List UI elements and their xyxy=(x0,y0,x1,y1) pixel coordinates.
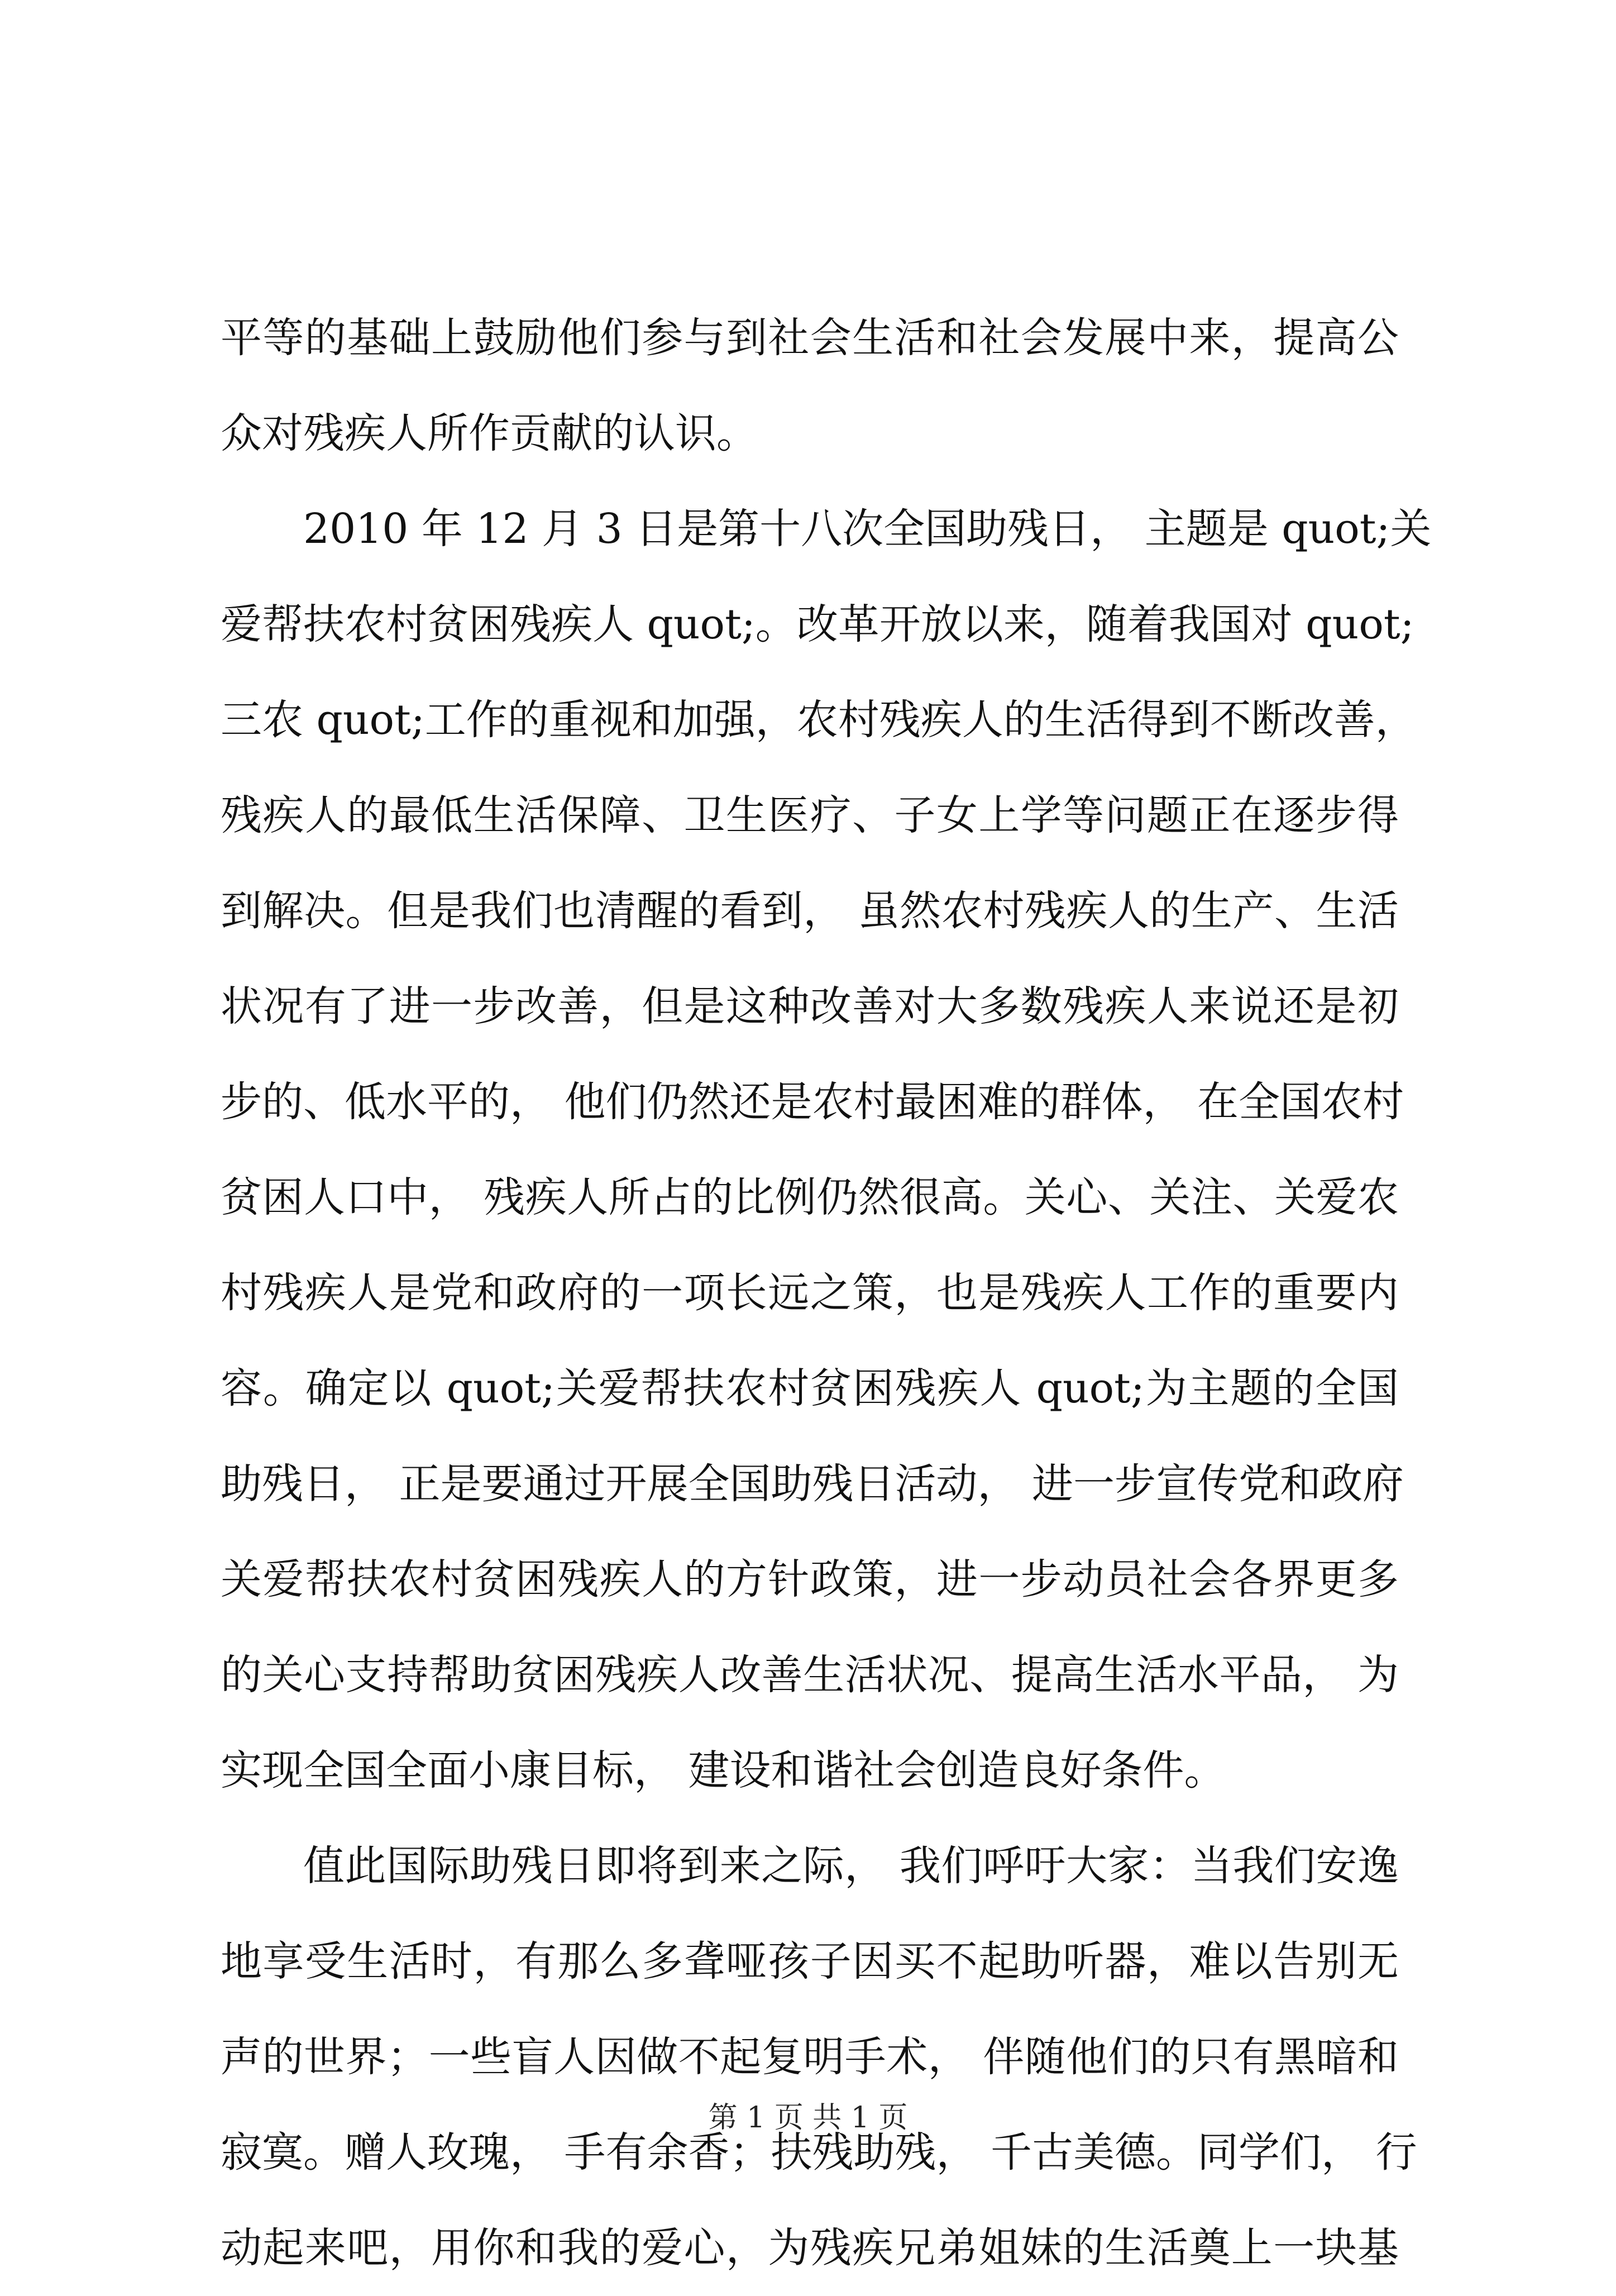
text-line: 动起来吧，用你和我的爱心，为残疾兄弟姐妹的生活奠上一块基 xyxy=(221,2224,1399,2272)
text-line: 的关心支持帮助贫困残疾人改善生活状况、提高生活水平品， 为 xyxy=(221,1651,1399,1699)
page-footer: 第 1 页 共 1 页 xyxy=(708,2101,908,2135)
text-line: 地享受生活时，有那么多聋哑孩子因买不起助听器，难以告别无 xyxy=(221,1937,1399,1985)
text-line: 村残疾人是党和政府的一项长远之策，也是残疾人工作的重要内 xyxy=(221,1269,1399,1317)
text-line: 平等的基础上鼓励他们参与到社会生活和社会发展中来，提高公 xyxy=(221,314,1399,362)
text-line: 声的世界；一些盲人因做不起复明手术， 伴随他们的只有黑暗和 xyxy=(221,2033,1399,2081)
text-line: 残疾人的最低生活保障、卫生医疗、子女上学等问题正在逐步得 xyxy=(221,791,1399,839)
text-line: 助残日， 正是要通过开展全国助残日活动， 进一步宣传党和政府 xyxy=(221,1460,1404,1508)
text-line: 贫困人口中， 残疾人所占的比例仍然很高。关心、关注、关爱农 xyxy=(221,1173,1399,1221)
text-line: 到解决。但是我们也清醒的看到， 虽然农村残疾人的生产、生活 xyxy=(221,887,1399,935)
text-line: 爱帮扶农村贫困残疾人 quot;。改革开放以来，随着我国对 quot; xyxy=(221,600,1414,648)
text-line: 三农 quot;工作的重视和加强，农村残疾人的生活得到不断改善， xyxy=(221,696,1417,744)
text-line: 实现全国全面小康目标， 建设和谐社会创造良好条件。 xyxy=(221,1746,1226,1794)
text-line: 容。确定以 quot;关爱帮扶农村贫困残疾人 quot;为主题的全国 xyxy=(221,1364,1399,1412)
body-text xyxy=(221,290,1432,2296)
text-line: 寂寞。赠人玫瑰， 手有余香；扶残助残， 千古美德。同学们， 行 xyxy=(221,2128,1417,2176)
text-line: 值此国际助残日即将到来之际， 我们呼吁大家：当我们安逸 xyxy=(303,1842,1399,1890)
text-line: 众对残疾人所作贡献的认识。 xyxy=(221,409,758,457)
text-line: 步的、低水平的， 他们仍然还是农村最困难的群体， 在全国农村 xyxy=(221,1078,1404,1126)
text-line: 关爱帮扶农村贫困残疾人的方针政策，进一步动员社会各界更多 xyxy=(221,1555,1399,1603)
text-line: 状况有了进一步改善，但是这种改善对大多数残疾人来说还是初 xyxy=(221,982,1399,1030)
text-line: 2010 年 12 月 3 日是第十八次全国助残日， 主题是 quot;关 xyxy=(303,505,1432,553)
